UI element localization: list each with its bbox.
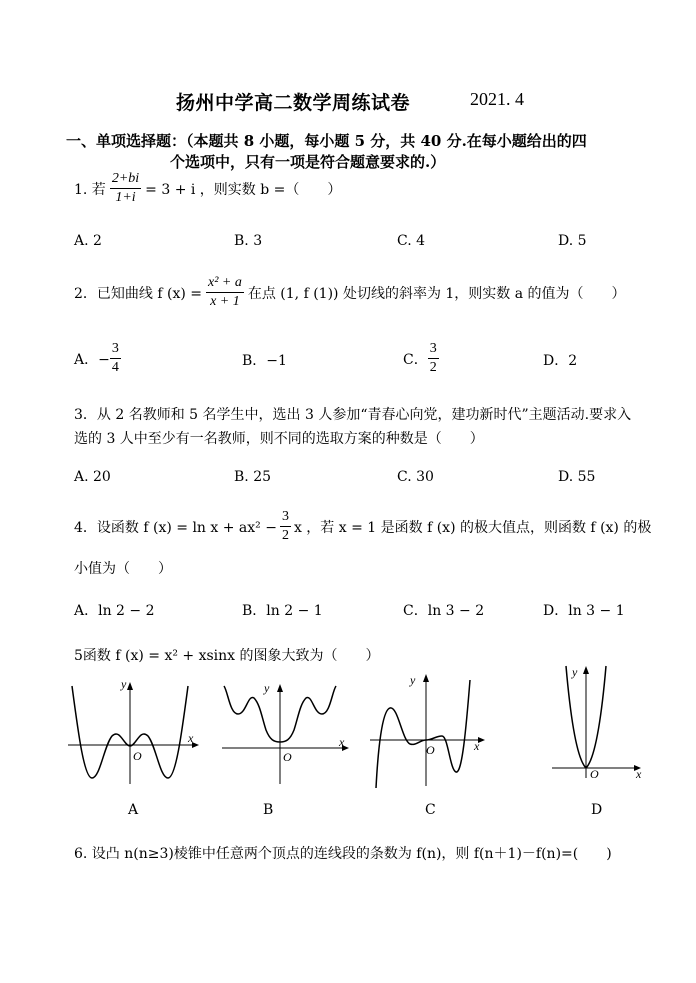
graph-c-x-label: x (474, 739, 480, 753)
question-4-prefix: 4．设函数 f (x) = ln x + ax² − (74, 519, 277, 536)
q3-option-b[interactable]: B. 25 (234, 469, 272, 485)
graph-c-origin: O (426, 743, 435, 757)
graph-a-label: A (128, 802, 139, 818)
graph-a-y-label: y (121, 677, 127, 691)
question-2-denominator: x + 1 (210, 294, 240, 309)
question-2-prefix: 2．已知曲线 f (x) = (74, 285, 202, 302)
q3-option-c[interactable]: C. 30 (397, 469, 434, 485)
section-heading-line1: 一、单项选择题：（本题共 8 小题，每小题 5 分，共 40 分.在每小题给出的四 (66, 132, 587, 150)
q4-option-d[interactable]: D．ln 3 − 1 (543, 603, 625, 619)
q4-option-b[interactable]: B．ln 2 − 1 (242, 603, 323, 619)
graph-b-label: B (263, 802, 274, 818)
graph-b-x-label: x (339, 735, 345, 749)
question-4-suffix: x ，若 x = 1 是函数 f (x) 的极大值点，则函数 f (x) 的极 (293, 519, 652, 536)
graph-b-origin: O (283, 750, 292, 764)
graph-d-y-label: y (572, 665, 578, 679)
graph-d-x-label: x (636, 767, 642, 781)
question-3-line1: 3．从 2 名教师和 5 名学生中，选出 3 人参加“青春心向党，建功新时代”主题活动.要求入 (74, 407, 632, 423)
question-2-fraction (206, 274, 244, 311)
graph-c-y-label: y (410, 673, 416, 687)
q2-option-c-fraction (428, 340, 439, 377)
q2-option-a-label: A．− (74, 351, 110, 368)
question-2 (74, 274, 626, 311)
q3-option-d[interactable]: D. 55 (558, 469, 596, 485)
question-1-numerator: 2+bi (110, 170, 141, 189)
graph-c[interactable] (366, 670, 496, 790)
graph-a[interactable] (64, 676, 204, 788)
graph-b-y-arrow (277, 684, 283, 692)
q2-option-a[interactable] (74, 340, 121, 377)
question-4 (74, 508, 651, 545)
graph-a-origin: O (133, 749, 142, 763)
section-heading-line2: 个选项中，只有一项是符合题意要求的.） (170, 153, 446, 171)
q2-option-c-numerator: 3 (428, 340, 439, 359)
page-title: 扬州中学高二数学周练试卷 (176, 92, 411, 114)
q2-option-b[interactable]: B．−1 (242, 353, 287, 369)
q2-option-a-fraction (110, 340, 121, 377)
graph-c-label: C (425, 802, 436, 818)
graph-b[interactable] (218, 680, 354, 790)
q2-option-c[interactable] (403, 340, 439, 377)
q2-option-c-label: C． (403, 351, 428, 368)
question-1-prefix: 1. 若 (74, 181, 106, 198)
question-1-suffix: = 3 + i ，则实数 b =（ ） (145, 181, 342, 198)
q2-option-a-numerator: 3 (110, 340, 121, 359)
q4-option-a[interactable]: A．ln 2 − 2 (74, 603, 155, 619)
q1-option-c[interactable]: C. 4 (397, 233, 426, 249)
graph-a-y-arrow (127, 682, 133, 690)
graph-d-label: D (591, 802, 603, 818)
graph-d-origin: O (590, 767, 599, 781)
q1-option-a[interactable]: A. 2 (74, 233, 102, 249)
question-5: 5函数 f (x) = x² + xsinx 的图象大致为（ ） (74, 648, 380, 664)
question-2-suffix: 在点 (1, f (1)) 处切线的斜率为 1，则实数 a 的值为（ ） (247, 285, 626, 302)
graph-a-x-label: x (188, 731, 194, 745)
q3-option-a[interactable]: A. 20 (74, 469, 111, 485)
q4-option-c[interactable]: C．ln 3 − 2 (403, 603, 485, 619)
question-1 (74, 170, 341, 207)
q2-option-d[interactable]: D．2 (543, 353, 578, 369)
q2-option-c-denominator: 2 (429, 360, 437, 375)
question-4-fraction (280, 508, 291, 545)
graph-c-curve (376, 680, 470, 788)
question-4-numerator: 3 (280, 508, 291, 527)
question-6: 6. 设凸 n(n≥3)棱锥中任意两个顶点的连线段的条数为 f(n)，则 f(n＋1)－f(n)=( ) (74, 846, 612, 862)
question-1-fraction (110, 170, 141, 207)
question-4-denominator: 2 (281, 528, 289, 543)
question-1-denominator: 1+i (115, 190, 136, 205)
question-4-line2: 小值为（ ） (74, 561, 172, 577)
q2-option-a-denominator: 4 (111, 360, 119, 375)
graph-d-y-arrow (583, 666, 589, 674)
graph-b-y-label: y (264, 681, 270, 695)
exam-date: 2021. 4 (470, 89, 524, 109)
question-2-numerator: x² + a (206, 274, 244, 293)
q1-option-b[interactable]: B. 3 (234, 233, 263, 249)
graph-c-y-arrow (423, 674, 429, 682)
question-3-line2: 选的 3 人中至少有一名教师，则不同的选取方案的种数是（ ） (74, 431, 484, 447)
graph-d[interactable] (548, 662, 652, 784)
q1-option-d[interactable]: D. 5 (558, 233, 587, 249)
